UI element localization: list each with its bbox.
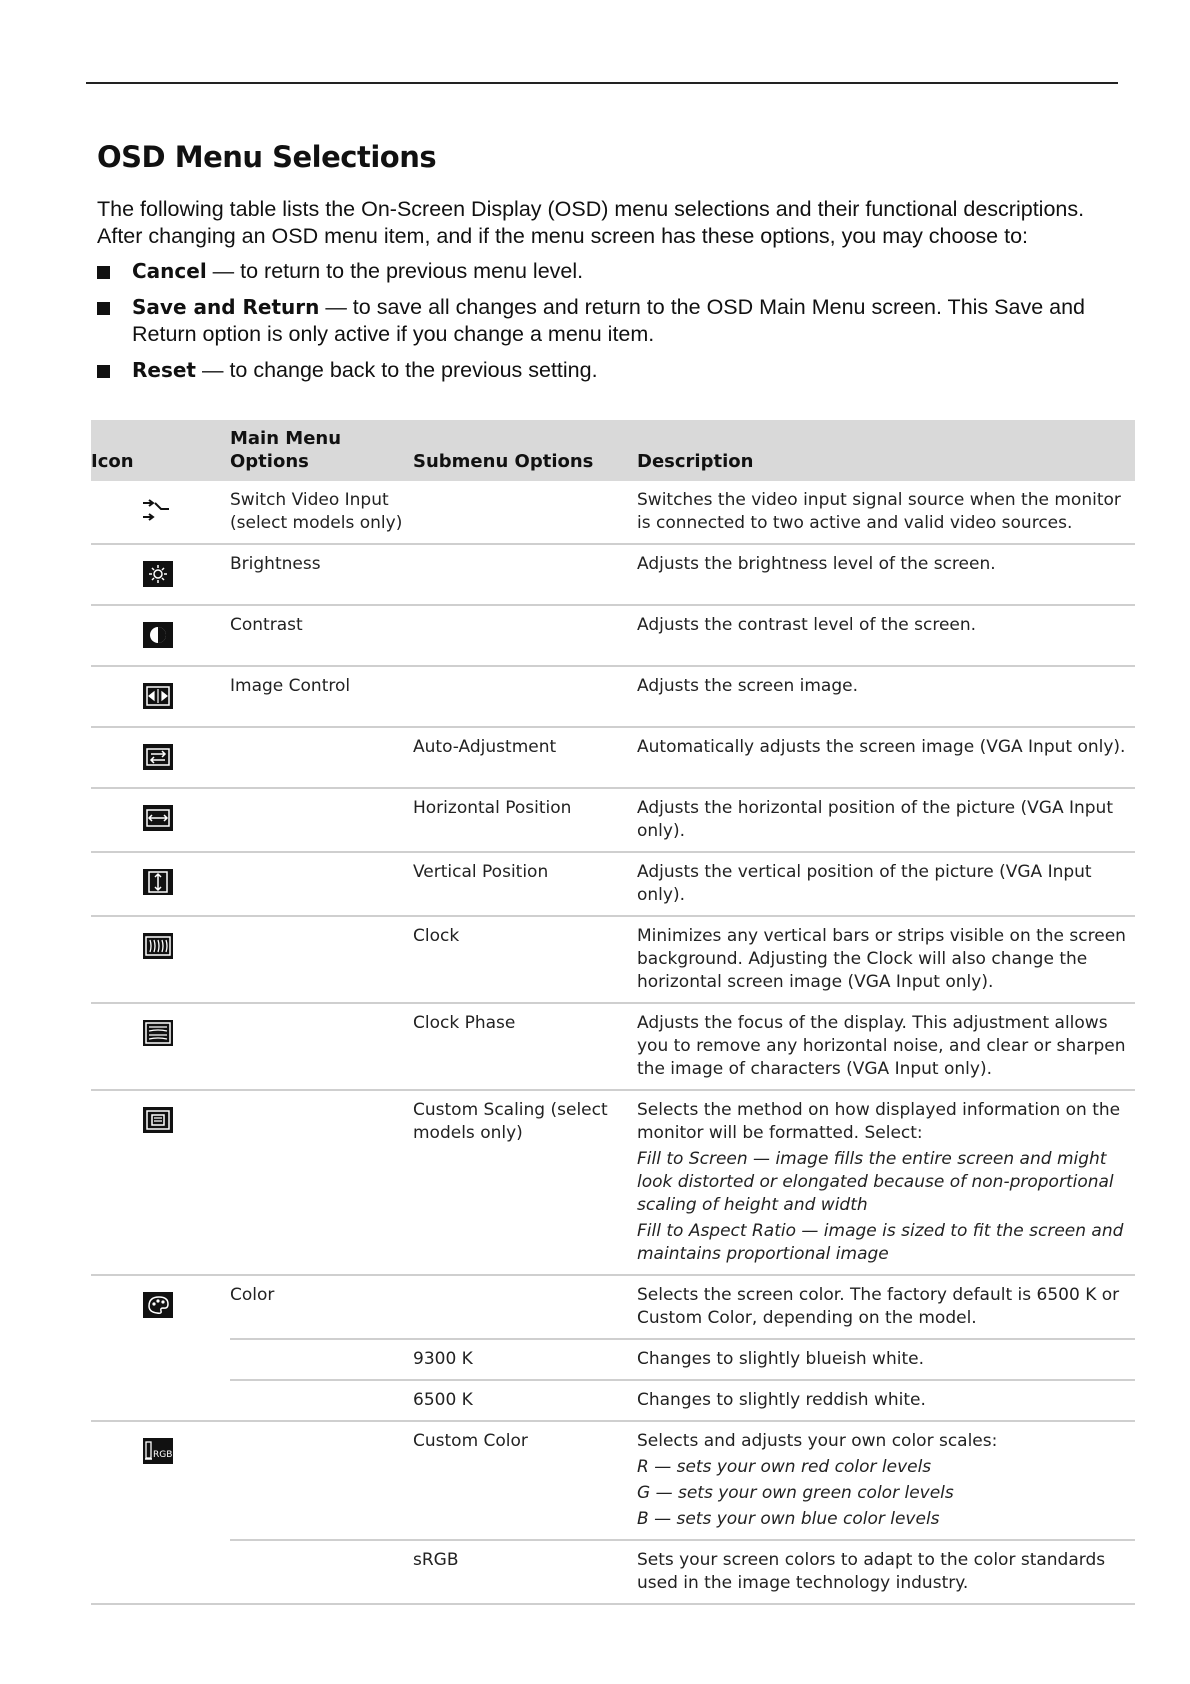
icon-cell [91,916,230,1003]
description-cell: Adjusts the horizontal position of the picture (VGA Input only). [637,788,1135,852]
submenu-cell: Clock Phase [413,1003,637,1090]
description-cell: Adjusts the focus of the display. This adjustment allows you to remove any horizontal noise, and clear or sharpen the image of characters (VGA Input only). [637,1003,1135,1090]
icon-cell [91,788,230,852]
green-level-option: G — sets your own green color levels [637,1483,954,1503]
icon-cell [91,727,230,788]
top-rule [86,82,1118,84]
list-item [97,357,1132,384]
icon-cell [91,666,230,727]
table-row [91,1003,1135,1090]
main-menu-cell: Color [230,1275,413,1339]
horizontal-position-icon [139,803,177,833]
description-cell: Sets your screen colors to adapt to the color standards used in the image technology industry. [637,1540,1135,1604]
main-menu-cell [230,1339,413,1380]
submenu-cell: Vertical Position [413,852,637,916]
submenu-cell [413,605,637,666]
icon-cell [91,605,230,666]
scaling-option-aspect-ratio: Fill to Aspect Ratio — image is sized to fit the screen and maintains proportional image [637,1221,1124,1264]
clock-icon [139,931,177,961]
vertical-position-icon [139,867,177,897]
icon-cell [91,544,230,605]
description-cell: Minimizes any vertical bars or strips visible on the screen background. Adjusting the Clock will also change the horizontal screen image (VGA Input only). [637,916,1135,1003]
bullet-square-icon [97,302,110,315]
description-cell: Changes to slightly blueish white. [637,1339,1135,1380]
submenu-cell: Horizontal Position [413,788,637,852]
red-level-option: R — sets your own red color levels [637,1457,932,1477]
submenu-cell: Auto-Adjustment [413,727,637,788]
brightness-icon [139,559,177,589]
description-cell: Adjusts the brightness level of the screen. [637,544,1135,605]
header-submenu: Submenu Options [413,420,637,481]
submenu-cell: 6500 K [413,1380,637,1421]
clock-phase-icon [139,1018,177,1048]
bullet-text: — to return to the previous menu level. [206,259,584,283]
description-text: Selects and adjusts your own color scales: [637,1431,998,1451]
header-main-menu: Main Menu Options [230,420,413,481]
table-row [91,666,1135,727]
bullet-term: Save and Return [132,295,320,319]
main-menu-cell [230,916,413,1003]
description-cell: Adjusts the contrast level of the screen. [637,605,1135,666]
main-menu-cell [230,1380,413,1421]
table-row [91,1421,1135,1540]
description-cell: Switches the video input signal source when the monitor is connected to two active and valid video sources. [637,481,1135,544]
submenu-cell: Clock [413,916,637,1003]
bullet-text: — to save all changes and return to the OSD Main Menu screen. This Save and Return option is only active if you change a menu item. [132,295,1085,346]
table-row [91,727,1135,788]
svg-text:RGB: RGB [152,1450,172,1460]
description-cell: Selects the screen color. The factory default is 6500 K or Custom Color, depending on the model. [637,1275,1135,1339]
main-menu-cell [230,1421,413,1540]
option-list [97,258,1132,393]
table-row [91,1339,1135,1380]
main-menu-cell [230,852,413,916]
table-row [91,544,1135,605]
contrast-icon [139,620,177,650]
bullet-square-icon [97,365,110,378]
switch-input-icon [139,495,177,525]
table-header-row [91,420,1135,481]
main-menu-cell [230,727,413,788]
description-cell: Adjusts the vertical position of the picture (VGA Input only). [637,852,1135,916]
table-row [91,1380,1135,1421]
blue-level-option: B — sets your own blue color levels [637,1509,940,1529]
custom-color-icon [139,1436,177,1466]
osd-menu-table [91,420,1135,1605]
submenu-cell [413,544,637,605]
bullet-text: — to change back to the previous setting. [196,358,598,382]
main-menu-cell: Brightness [230,544,413,605]
submenu-cell: 9300 K [413,1339,637,1380]
bullet-square-icon [97,266,110,279]
description-cell: Adjusts the screen image. [637,666,1135,727]
table-row [91,852,1135,916]
list-item [97,294,1132,348]
custom-scaling-icon [139,1105,177,1135]
description-text: Selects the method on how displayed information on the monitor will be formatted. Select: [637,1100,1121,1143]
description-cell [637,1421,1135,1540]
icon-cell [91,1003,230,1090]
table-row [91,605,1135,666]
intro-paragraph: The following table lists the On-Screen Display (OSD) menu selections and their functional descriptions. After changing an OSD menu item, and if the menu screen has these options, you may choose to: [97,197,1085,248]
bullet-term: Cancel [132,259,207,283]
icon-cell [91,1090,230,1275]
header-description: Description [637,420,1135,481]
image-control-icon [139,681,177,711]
icon-cell [91,1275,230,1421]
submenu-cell [413,481,637,544]
header-icon: Icon [91,420,230,481]
table-row [91,916,1135,1003]
scaling-option-fill-screen: Fill to Screen — image fills the entire screen and might look distorted or elongated because of non-proportional scaling of height and width [637,1149,1114,1215]
bullet-term: Reset [132,358,196,382]
list-item [97,258,1132,285]
auto-adjust-icon [139,742,177,772]
table-row [91,788,1135,852]
table-row [91,1540,1135,1604]
submenu-cell [413,1275,637,1339]
main-menu-cell: Contrast [230,605,413,666]
submenu-cell: Custom Color [413,1421,637,1540]
page-title: OSD Menu Selections [97,140,437,174]
icon-cell [91,1421,230,1604]
main-menu-cell [230,788,413,852]
table-row [91,1275,1135,1339]
main-menu-cell [230,1090,413,1275]
submenu-cell: Custom Scaling (select models only) [413,1090,637,1275]
description-cell: Automatically adjusts the screen image (VGA Input only). [637,727,1135,788]
main-menu-cell [230,1540,413,1604]
description-cell: Changes to slightly reddish white. [637,1380,1135,1421]
main-menu-cell: Switch Video Input (select models only) [230,481,413,544]
table-row [91,481,1135,544]
main-menu-cell [230,1003,413,1090]
icon-cell [91,852,230,916]
color-icon [139,1290,177,1320]
submenu-cell [413,666,637,727]
icon-cell [91,481,230,544]
description-cell [637,1090,1135,1275]
submenu-cell: sRGB [413,1540,637,1604]
main-menu-cell: Image Control [230,666,413,727]
table-row [91,1090,1135,1275]
